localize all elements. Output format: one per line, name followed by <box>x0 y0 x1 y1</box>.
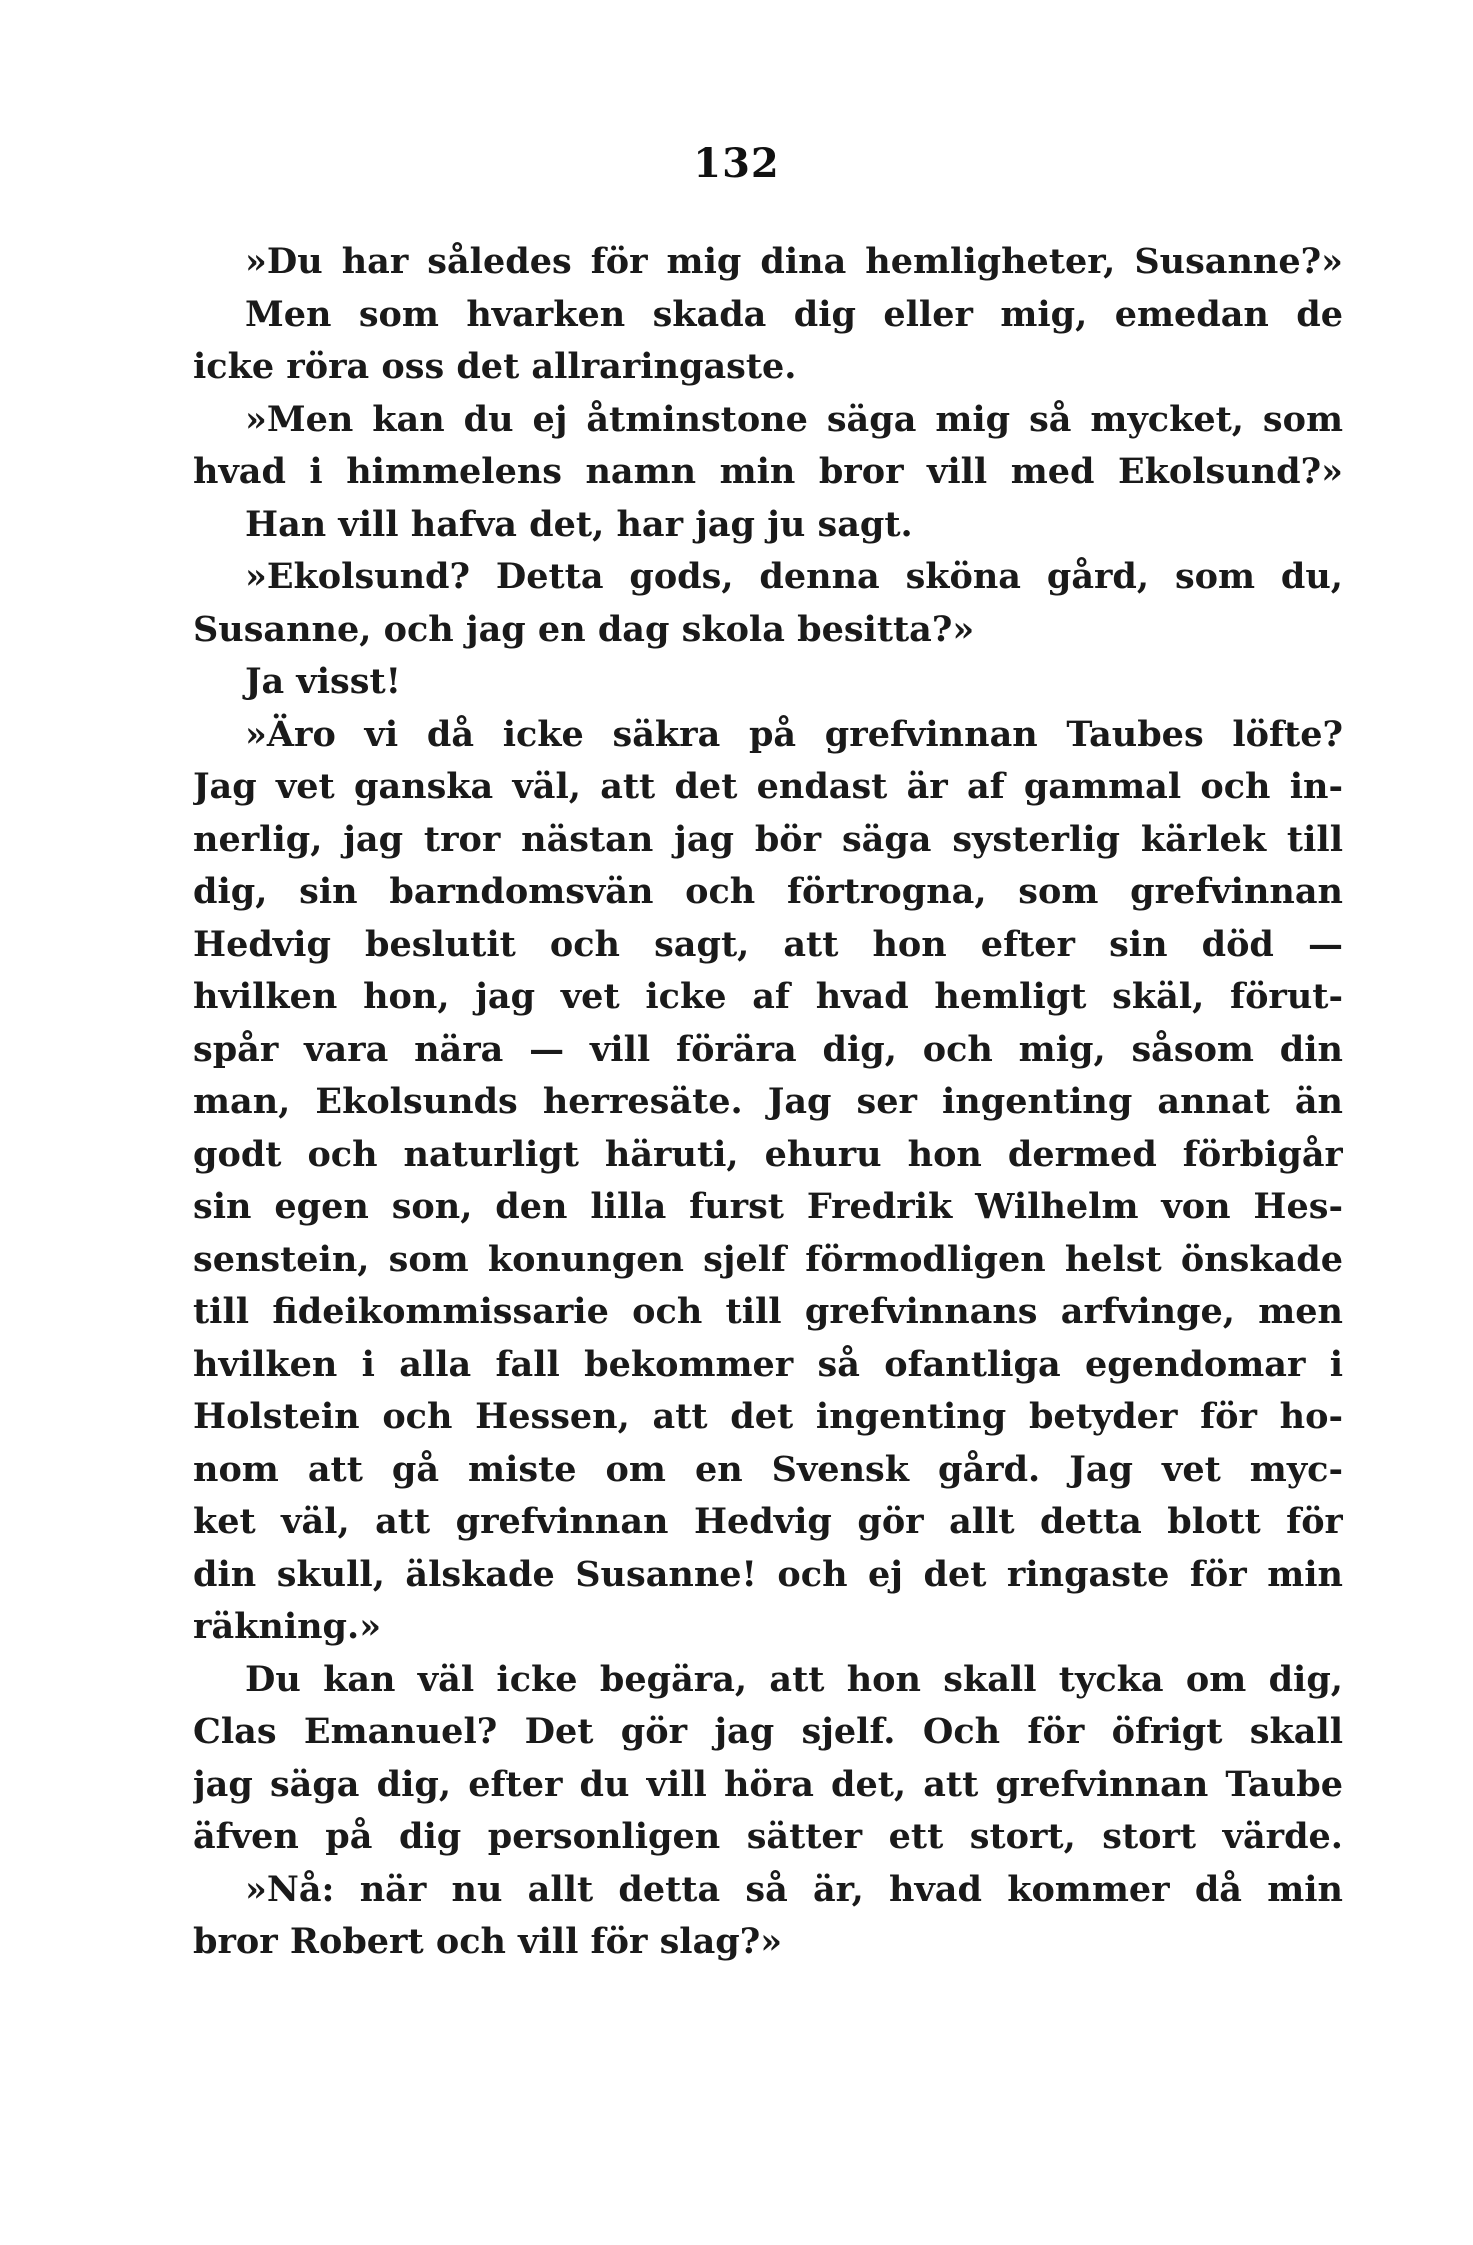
text-line: »Ekolsund? Detta gods, denna sköna gård, som du, <box>245 556 1343 597</box>
text-line: Ja visst! <box>245 661 401 702</box>
text-line: Han vill hafva det, har jag ju sagt. <box>245 503 913 545</box>
text-line: »Nå: när nu allt detta så är, hvad kommer då min <box>245 1868 1343 1910</box>
text-line: Hedvig beslutit och sagt, att hon efter sin död — <box>193 923 1343 965</box>
text-line: godt och naturligt häruti, ehuru hon dermed förbigår <box>193 1133 1343 1175</box>
text-line: man, Ekolsunds herresäte. Jag ser ingenting annat än <box>193 1081 1343 1122</box>
text-line: spår vara nära — vill förära dig, och mig, såsom din <box>193 1028 1343 1070</box>
text-line: ket väl, att grefvinnan Hedvig gör allt detta blott för <box>193 1501 1343 1542</box>
text-line: Clas Emanuel? Det gör jag sjelf. Och för öfrigt skall <box>193 1711 1343 1752</box>
text-line: Du kan väl icke begära, att hon skall tycka om dig, <box>245 1658 1343 1700</box>
text-line: dig, sin barndomsvän och förtrogna, som grefvinnan <box>193 871 1343 912</box>
text-line: Jag vet ganska väl, att det endast är af gammal och in- <box>193 766 1343 807</box>
body-text <box>193 236 1343 1969</box>
text-line: din skull, älskade Susanne! och ej det ringaste för min <box>193 1553 1343 1595</box>
text-line: Holstein och Hessen, att det ingenting betyder för ho- <box>193 1396 1343 1437</box>
text-line: nom att gå miste om en Svensk gård. Jag vet myc- <box>193 1448 1343 1490</box>
text-line: Men som hvarken skada dig eller mig, emedan de <box>245 293 1343 335</box>
page-number: 132 <box>693 140 780 187</box>
text-line: senstein, som konungen sjelf förmodligen helst önskade <box>193 1238 1343 1280</box>
text-line: jag säga dig, efter du vill höra det, att grefvinnan Taube <box>193 1763 1343 1805</box>
text-line: hvad i himmelens namn min bror vill med Ekolsund?» <box>193 451 1343 492</box>
text-line: nerlig, jag tror nästan jag bör säga systerlig kärlek till <box>193 818 1343 860</box>
text-line: sin egen son, den lilla furst Fredrik Wilhelm von Hes- <box>193 1186 1343 1227</box>
text-line: Susanne, och jag en dag skola besitta?» <box>193 608 975 650</box>
text-line: räkning.» <box>193 1606 382 1647</box>
text-line: hvilken i alla fall bekommer så ofantliga egendomar i <box>193 1343 1343 1385</box>
text-line: »Du har således för mig dina hemligheter, Susanne?» <box>245 241 1343 282</box>
text-line: »Men kan du ej åtminstone säga mig så mycket, som <box>245 398 1343 440</box>
text-line: hvilken hon, jag vet icke af hvad hemligt skäl, förut- <box>193 976 1343 1017</box>
text-line: »Äro vi då icke säkra på grefvinnan Taubes löfte? <box>245 713 1343 755</box>
text-line: bror Robert och vill för slag?» <box>193 1921 783 1962</box>
text-line: äfven på dig personligen sätter ett stort, stort värde. <box>193 1816 1343 1857</box>
text-line: icke röra oss det allraringaste. <box>193 346 797 387</box>
text-line: till fideikommissarie och till grefvinnans arfvinge, men <box>193 1291 1343 1332</box>
